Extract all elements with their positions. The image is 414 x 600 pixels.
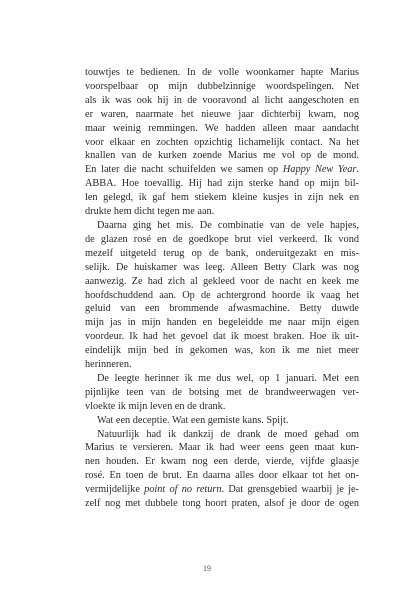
body-text xyxy=(85,66,359,511)
text-line: als ik was ook hij in de vooravond al licht aangeschoten en xyxy=(85,94,359,106)
text-line: zelf nog met dubbele tong hoort praten, alsof je door de ogen xyxy=(85,498,359,510)
text-line: rosé. En toen de brut. En daarna alles door elkaar tot het on- xyxy=(85,470,359,482)
text-line: voorspelbaar op mijn dubbelzinnige woordspelingen. Net xyxy=(85,80,359,92)
text-line: voor elkaar en zochten opzichtig lichamelijk contact. Na het xyxy=(85,136,359,148)
text-line: selijk. De huiskamer was leeg. Alleen Betty Clark was nog xyxy=(85,261,359,273)
text-line: maar weinig remmingen. We hadden alleen maar aandacht xyxy=(85,122,359,134)
text-line: Daarna ging het mis. De combinatie van de vele hapjes, xyxy=(97,219,359,231)
text-line: De leegte herinner ik me dus wel, op 1 januari. Met een xyxy=(97,372,359,384)
text-line: er waren, naarmate het nieuwe jaar dichterbij kwam, nog xyxy=(85,108,359,120)
text-line: mezelf uitgeteld terug op de bank, onderuitgezakt en mis- xyxy=(85,247,359,259)
text-line: vermijdelijke point of no return. Dat grensgebied waarbij je je- xyxy=(85,484,359,496)
text-line: drukte hem dicht tegen me aan. xyxy=(85,206,215,218)
text-line: voordeur. Ik had het gevoel dat ik moest braken. Hoe ik uit- xyxy=(85,331,359,343)
text-line: knallen van de kurken zoende Marius me vol op de mond. xyxy=(85,150,359,162)
text-line: ABBA. Hoe toevallig. Hij had zijn sterke hand op mijn bil- xyxy=(85,178,359,190)
text-line: vloekte ik mijn leven en de drank. xyxy=(85,400,226,412)
text-line: touwtjes te bedienen. In de volle woonkamer hapte Marius xyxy=(85,67,359,78)
text-line: eindelijk mijn bed in gekomen was, kon ik me niet meer xyxy=(85,345,359,357)
text-line: len gelegd, ik gaf hem stiekem kleine kusjes in zijn nek en xyxy=(85,192,359,204)
text-line: Wat een deceptie. Wat een gemiste kans. Spijt. xyxy=(97,414,289,426)
page-number: 19 xyxy=(203,564,211,573)
text-line: de glazen rosé en de goedkope brut viel verkeerd. Ik vond xyxy=(85,233,359,245)
text-line: geluid van een brommende afwasmachine. Betty duwde xyxy=(85,303,359,315)
text-line: hoofdschuddend aan. Op de achtergrond hoorde ik vaag het xyxy=(85,289,359,301)
text-line: herinneren. xyxy=(85,359,132,371)
text-line: pijnlijke teen van de botsing met de brandweerwagen ver- xyxy=(85,386,359,398)
text-line: mijn jas in mijn handen en begeleidde me naar mijn eigen xyxy=(85,317,359,329)
text-line: En later die nacht schuifelden we samen op Happy New Year. xyxy=(85,164,359,176)
text-line: Natuurlijk had ik dankzij de drank de moed gehad om xyxy=(97,428,359,440)
text-line: nen houden. Er kwam nog een derde, vierde, vijfde glaasje xyxy=(85,456,359,468)
text-line: aanwezig. Ze had zich al gekleed voor de nacht en keek me xyxy=(85,275,359,287)
text-line: Marius te versieren. Maar ik had weer eens geen maat kun- xyxy=(85,442,359,454)
